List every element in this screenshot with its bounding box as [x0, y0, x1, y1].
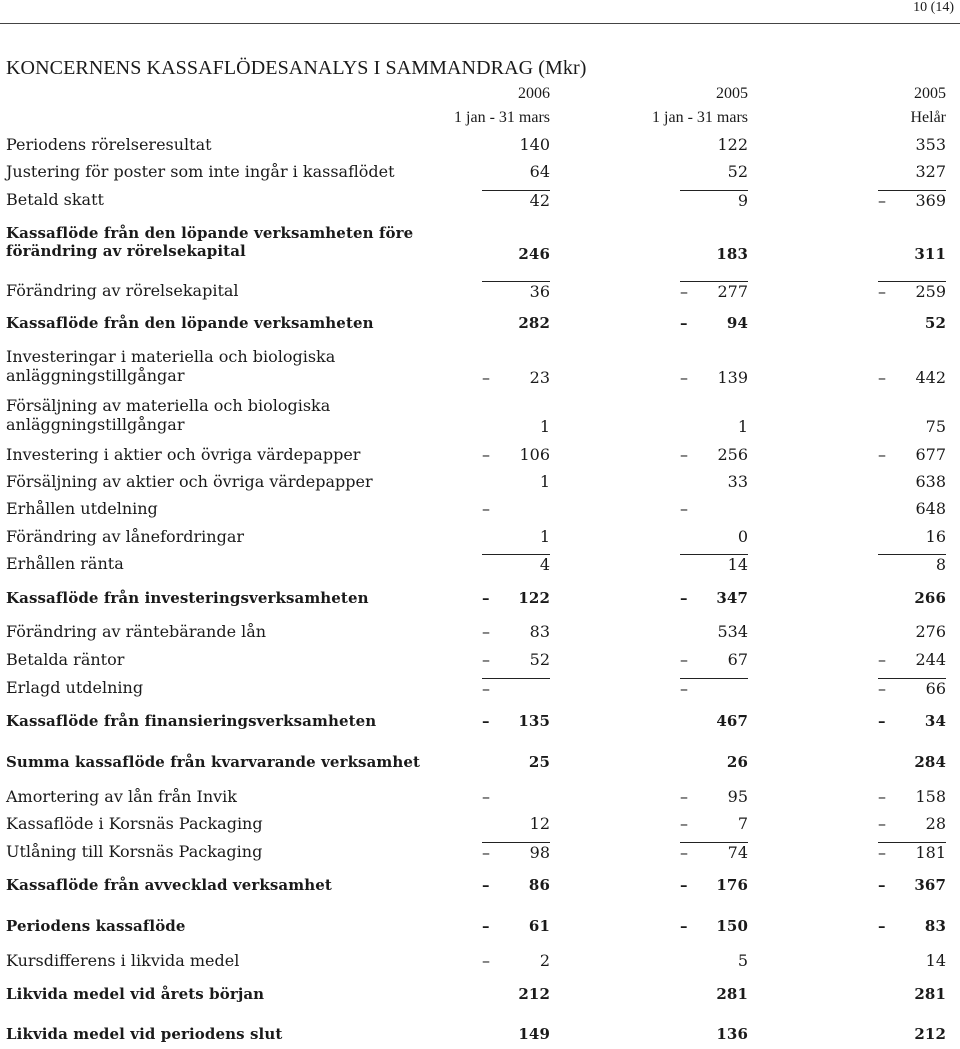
row-label-line: Summa kassaflöde från kvarvarande verksamhet [6, 753, 421, 771]
value-cell [878, 135, 946, 157]
value-number: 26 [726, 753, 748, 771]
value-number: 442 [915, 368, 946, 387]
value-number: 67 [727, 650, 748, 669]
value-number: 150 [716, 917, 748, 935]
minus-sign: – [482, 843, 490, 862]
value-cell [878, 554, 946, 577]
row-label [6, 712, 376, 730]
column-year-1: 2006 [518, 85, 550, 102]
value-number: 353 [915, 135, 946, 154]
value-cell [878, 314, 946, 336]
row-label [6, 622, 266, 641]
row-label [6, 281, 239, 300]
value-cell [878, 842, 946, 865]
row-label-line: Försäljning av materiella och biologiska [6, 396, 331, 415]
value-number: 52 [924, 314, 946, 332]
value-cell [482, 499, 550, 521]
value-number: 64 [529, 162, 550, 181]
row-label [6, 396, 330, 434]
value-number: 467 [716, 712, 748, 730]
value-cell [482, 135, 550, 157]
value-cell [482, 472, 550, 494]
value-number: 74 [727, 843, 748, 862]
minus-sign: – [680, 787, 688, 806]
value-cell [878, 712, 946, 734]
row-label-line: Kassaflöde från investeringsverksamheten [6, 589, 369, 607]
value-number: 83 [924, 917, 946, 935]
row-label-line: Periodens kassaflöde [6, 917, 186, 935]
value-cell [680, 368, 748, 390]
value-number: 212 [914, 1025, 946, 1043]
value-cell [680, 190, 748, 213]
value-number: 327 [915, 162, 946, 181]
value-number: 259 [915, 282, 946, 301]
minus-sign: – [878, 368, 886, 387]
value-number: 33 [727, 472, 748, 491]
value-number: 139 [717, 368, 748, 387]
value-cell [878, 985, 946, 1007]
value-cell [482, 787, 550, 809]
value-cell [878, 917, 946, 939]
value-number: 122 [717, 135, 748, 154]
value-cell [680, 589, 748, 611]
minus-sign: – [482, 499, 490, 518]
value-number: 277 [717, 282, 748, 301]
minus-sign: – [878, 679, 886, 698]
value-cell [680, 814, 748, 836]
value-number: 282 [518, 314, 550, 332]
value-number: 347 [716, 589, 748, 607]
row-label-line: Kassaflöde från avvecklad verksamhet [6, 876, 332, 894]
minus-sign: – [482, 622, 490, 641]
row-label [6, 787, 237, 806]
row-label [6, 842, 262, 861]
value-cell [482, 190, 550, 213]
row-label-line-2: anläggningstillgångar [6, 415, 185, 434]
value-number: 12 [529, 814, 550, 833]
value-number: 648 [915, 499, 946, 518]
minus-sign: – [680, 917, 688, 935]
row-label [6, 650, 124, 669]
value-cell [878, 245, 946, 267]
row-label-line: Kassaflöde från den löpande verksamheten före [6, 224, 414, 242]
value-number: 34 [924, 712, 946, 730]
value-cell [680, 499, 748, 521]
value-cell [680, 787, 748, 809]
row-label-line: Kursdifferens i likvida medel [6, 951, 240, 970]
value-cell [680, 650, 748, 672]
value-number: 36 [529, 282, 550, 301]
row-label-line: Kassaflöde från finansieringsverksamheten [6, 712, 377, 730]
column-year-2: 2005 [716, 85, 748, 102]
value-number: 5 [737, 951, 748, 970]
value-cell [878, 190, 946, 213]
value-number: 83 [529, 622, 550, 641]
value-number: 140 [519, 135, 550, 154]
value-cell [482, 650, 550, 672]
value-number: 212 [518, 985, 550, 1003]
minus-sign: – [482, 368, 490, 387]
value-cell [680, 245, 748, 267]
value-cell [878, 678, 946, 701]
value-cell [482, 368, 550, 390]
value-number: 75 [925, 417, 946, 436]
value-cell [482, 417, 550, 439]
value-number: 52 [727, 162, 748, 181]
minus-sign: – [878, 843, 886, 862]
report-title: KONCERNENS KASSAFLÖDESANALYS I SAMMANDRAG (Mkr) [6, 57, 587, 79]
minus-sign: – [482, 787, 490, 806]
value-number: 0 [737, 527, 748, 546]
value-cell [680, 622, 748, 644]
value-cell [680, 314, 748, 336]
value-cell [680, 135, 748, 157]
value-cell [680, 281, 748, 304]
value-cell [680, 876, 748, 898]
minus-sign: – [878, 445, 886, 464]
value-number: 14 [925, 951, 946, 970]
minus-sign: – [680, 814, 688, 833]
minus-sign: – [878, 282, 886, 301]
value-cell [878, 527, 946, 549]
value-number: 534 [717, 622, 748, 641]
value-cell [680, 1025, 748, 1047]
row-label-line: Erhållen ränta [6, 554, 124, 573]
row-label [6, 876, 332, 894]
minus-sign: – [878, 876, 886, 894]
minus-sign: – [482, 951, 490, 970]
value-number: 1 [737, 417, 748, 436]
minus-sign: – [878, 917, 886, 935]
value-cell [680, 712, 748, 734]
minus-sign: – [482, 679, 490, 698]
value-number: 94 [726, 314, 748, 332]
row-label-line: Betalda räntor [6, 650, 125, 669]
row-label-line: Amortering av lån från Invik [6, 787, 237, 806]
value-cell [680, 527, 748, 549]
row-label-line: Betald skatt [6, 190, 104, 209]
value-cell [482, 917, 550, 939]
value-cell [878, 650, 946, 672]
row-label [6, 135, 212, 154]
value-number: 149 [518, 1025, 550, 1043]
value-number: 23 [529, 368, 550, 387]
row-label [6, 224, 413, 260]
row-label [6, 445, 360, 464]
row-label-line: Utlåning till Korsnäs Packaging [6, 842, 263, 861]
value-cell [878, 368, 946, 390]
row-label-line: Erlagd utdelning [6, 678, 144, 697]
value-cell [482, 753, 550, 775]
value-cell [878, 281, 946, 304]
value-number: 367 [914, 876, 946, 894]
value-cell [680, 678, 748, 701]
value-cell [482, 281, 550, 304]
value-number: 61 [528, 917, 550, 935]
value-cell [878, 589, 946, 611]
value-cell [878, 162, 946, 184]
row-label [6, 527, 244, 546]
value-cell [482, 678, 550, 701]
minus-sign: – [680, 876, 688, 894]
value-number: 281 [914, 985, 946, 1003]
value-cell [482, 814, 550, 836]
minus-sign: – [878, 191, 886, 210]
row-label [6, 554, 124, 573]
minus-sign: – [680, 282, 688, 301]
minus-sign: – [878, 650, 886, 669]
row-label [6, 589, 369, 607]
value-number: 9 [737, 191, 748, 210]
value-cell [482, 589, 550, 611]
value-number: 95 [727, 787, 748, 806]
value-cell [482, 162, 550, 184]
row-label-line: Likvida medel vid årets början [6, 985, 265, 1003]
row-label [6, 499, 158, 518]
value-number: 369 [915, 191, 946, 210]
value-cell [680, 162, 748, 184]
value-cell [482, 622, 550, 644]
row-label-line: Försäljning av aktier och övriga värdepapper [6, 472, 373, 491]
value-number: 311 [914, 245, 946, 263]
row-label-line: Likvida medel vid periodens slut [6, 1025, 283, 1043]
value-number: 2 [539, 951, 550, 970]
value-number: 98 [529, 843, 550, 862]
value-cell [878, 876, 946, 898]
value-cell [482, 951, 550, 973]
value-number: 158 [915, 787, 946, 806]
row-label-line-2: anläggningstillgångar [6, 366, 185, 385]
value-number: 176 [716, 876, 748, 894]
row-label-line: Kassaflöde från den löpande verksamheten [6, 314, 374, 332]
value-number: 638 [915, 472, 946, 491]
column-year-3: 2005 [914, 85, 946, 102]
row-label-line: Förändring av räntebärande lån [6, 622, 267, 641]
value-number: 122 [518, 589, 550, 607]
row-label [6, 314, 374, 332]
row-label [6, 678, 143, 697]
minus-sign: – [482, 712, 490, 730]
value-cell [482, 842, 550, 865]
minus-sign: – [680, 368, 688, 387]
value-number: 25 [528, 753, 550, 771]
minus-sign: – [482, 445, 490, 464]
row-label-line: Justering för poster som inte ingår i kassaflödet [6, 162, 395, 181]
value-number: 266 [914, 589, 946, 607]
value-number: 276 [915, 622, 946, 641]
value-number: 106 [519, 445, 550, 464]
minus-sign: – [482, 589, 490, 607]
value-number: 1 [539, 417, 550, 436]
value-cell [878, 753, 946, 775]
minus-sign: – [680, 499, 688, 518]
row-label-line-2: förändring av rörelsekapital [6, 242, 246, 260]
minus-sign: – [482, 876, 490, 894]
value-cell [878, 622, 946, 644]
minus-sign: – [680, 679, 688, 698]
minus-sign: – [680, 445, 688, 464]
value-number: 66 [925, 679, 946, 698]
value-cell [482, 554, 550, 577]
value-cell [878, 1025, 946, 1047]
row-label [6, 190, 104, 209]
value-number: 4 [539, 555, 550, 574]
minus-sign: – [482, 917, 490, 935]
value-number: 1 [539, 472, 550, 491]
value-number: 135 [518, 712, 550, 730]
minus-sign: – [680, 314, 688, 332]
row-label [6, 1025, 282, 1043]
minus-sign: – [680, 843, 688, 862]
value-number: 16 [925, 527, 946, 546]
value-number: 281 [716, 985, 748, 1003]
row-label-line: Investering i aktier och övriga värdepapper [6, 445, 361, 464]
value-cell [482, 985, 550, 1007]
value-cell [680, 951, 748, 973]
row-label-line: Förändring av rörelsekapital [6, 281, 239, 300]
value-number: 86 [528, 876, 550, 894]
row-label-line: Investeringar i materiella och biologiska [6, 347, 336, 366]
value-cell [680, 445, 748, 467]
row-label [6, 162, 395, 181]
row-label [6, 814, 263, 833]
row-label [6, 985, 264, 1003]
value-cell [878, 499, 946, 521]
row-label [6, 347, 335, 385]
row-label-line: Kassaflöde i Korsnäs Packaging [6, 814, 263, 833]
value-cell [482, 876, 550, 898]
minus-sign: – [878, 814, 886, 833]
value-cell [680, 842, 748, 865]
row-label [6, 951, 239, 970]
value-cell [680, 917, 748, 939]
value-number: 28 [925, 814, 946, 833]
value-number: 183 [716, 245, 748, 263]
value-cell [680, 985, 748, 1007]
value-cell [680, 753, 748, 775]
value-cell [878, 814, 946, 836]
column-period-2: 1 jan - 31 mars [652, 109, 748, 126]
value-cell [482, 1025, 550, 1047]
row-label [6, 753, 420, 771]
value-cell [482, 245, 550, 267]
header-rule [0, 23, 960, 24]
minus-sign: – [482, 650, 490, 669]
minus-sign: – [680, 589, 688, 607]
value-cell [878, 472, 946, 494]
value-cell [680, 472, 748, 494]
value-number: 256 [717, 445, 748, 464]
value-number: 42 [529, 191, 550, 210]
value-number: 52 [529, 650, 550, 669]
value-number: 1 [539, 527, 550, 546]
value-cell [482, 527, 550, 549]
value-number: 136 [716, 1025, 748, 1043]
value-cell [482, 712, 550, 734]
value-cell [482, 445, 550, 467]
minus-sign: – [878, 787, 886, 806]
minus-sign: – [680, 650, 688, 669]
value-cell [878, 417, 946, 439]
value-number: 14 [727, 555, 748, 574]
page-number: 10 (14) [913, 0, 954, 15]
value-cell [680, 554, 748, 577]
row-label [6, 472, 373, 491]
minus-sign: – [878, 712, 886, 730]
column-period-1: 1 jan - 31 mars [454, 109, 550, 126]
value-number: 284 [914, 753, 946, 771]
column-period-3: Helår [910, 109, 946, 126]
row-label-line: Erhållen utdelning [6, 499, 158, 518]
value-number: 677 [915, 445, 946, 464]
value-cell [878, 951, 946, 973]
value-number: 244 [915, 650, 946, 669]
value-cell [680, 417, 748, 439]
value-cell [878, 445, 946, 467]
row-label [6, 917, 186, 935]
value-number: 246 [518, 245, 550, 263]
row-label-line: Periodens rörelseresultat [6, 135, 212, 154]
value-number: 7 [737, 814, 748, 833]
value-number: 181 [915, 843, 946, 862]
value-cell [878, 787, 946, 809]
value-cell [482, 314, 550, 336]
row-label-line: Förändring av lånefordringar [6, 527, 245, 546]
value-number: 8 [935, 555, 946, 574]
